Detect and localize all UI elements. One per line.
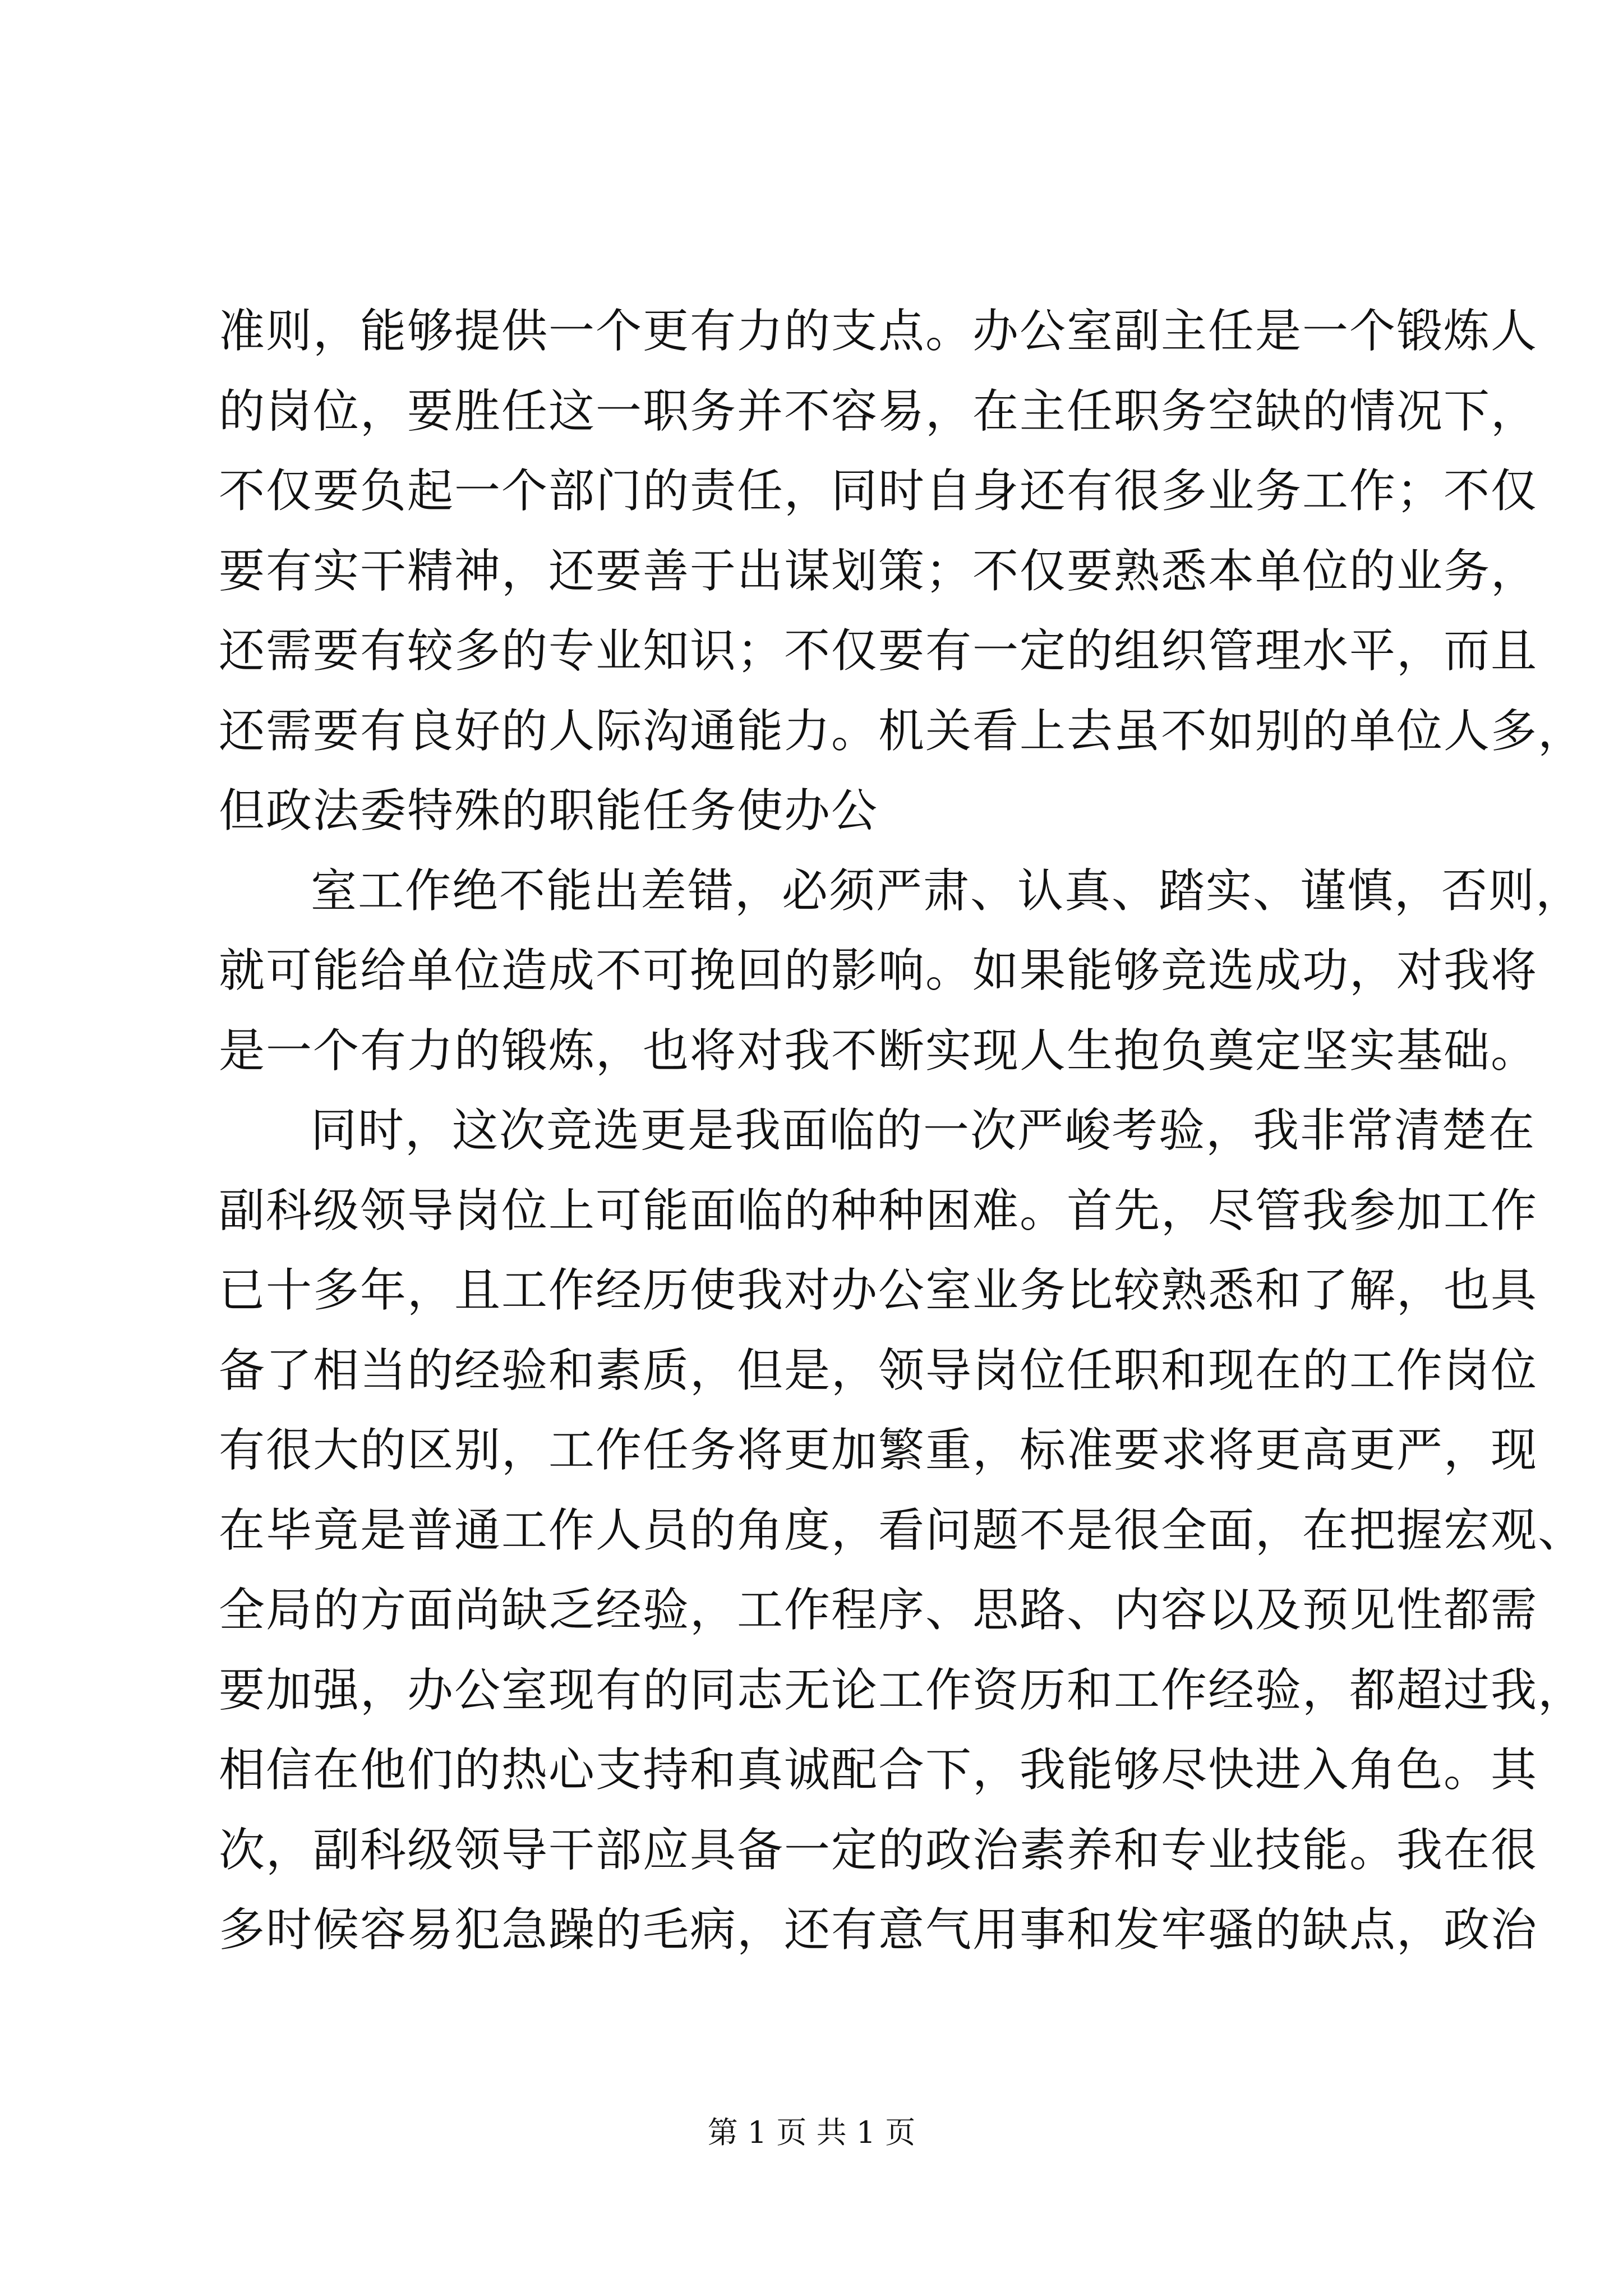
text-line: 多时候容易犯急躁的毛病，还有意气用事和发牢骚的缺点，政治 — [219, 1903, 1538, 1957]
text-line: 要有实干精神，还要善于出谋划策；不仅要熟悉本单位的业务， — [219, 544, 1538, 598]
text-line: 是一个有力的锻炼，也将对我不断实现人生抱负奠定坚实基础。 — [219, 1024, 1538, 1078]
text-line: 还需要有较多的专业知识；不仅要有一定的组织管理水平，而且 — [219, 624, 1538, 678]
text-line: 全局的方面尚缺乏经验，工作程序、思路、内容以及预见性都需 — [219, 1584, 1538, 1637]
text-line: 要加强，办公室现有的同志无论工作资历和工作经验，都超过我， — [219, 1663, 1585, 1717]
body-text — [219, 292, 1585, 1971]
text-line: 次，副科级领导干部应具备一定的政治素养和专业技能。我在很 — [219, 1823, 1538, 1877]
text-line: 准则，能够提供一个更有力的支点。办公室副主任是一个锻炼人 — [219, 305, 1538, 358]
text-line: 在毕竟是普通工作人员的角度，看问题不是很全面，在把握宏观、 — [219, 1503, 1585, 1557]
paragraph-start-line: 室工作绝不能出差错，必须严肃、认真、踏实、谨慎，否则， — [311, 864, 1583, 918]
text-line: 但政法委特殊的职能任务使办公 — [219, 784, 879, 838]
text-line: 相信在他们的热心支持和真诚配合下，我能够尽快进入角色。其 — [219, 1743, 1538, 1797]
text-line: 就可能给单位造成不可挽回的影响。如果能够竞选成功，对我将 — [219, 944, 1538, 997]
page-number-footer: 第 1 页 共 1 页 — [707, 2115, 916, 2150]
paragraph-start-line: 同时，这次竞选更是我面临的一次严峻考验，我非常清楚在 — [311, 1104, 1536, 1157]
text-line: 副科级领导岗位上可能面临的种种困难。首先，尽管我参加工作 — [219, 1184, 1538, 1237]
text-line: 有很大的区别，工作任务将更加繁重，标准要求将更高更严，现 — [219, 1424, 1538, 1477]
text-line: 还需要有良好的人际沟通能力。机关看上去虽不如别的单位人多， — [219, 704, 1585, 758]
text-line: 备了相当的经验和素质，但是，领导岗位任职和现在的工作岗位 — [219, 1343, 1538, 1397]
text-line: 已十多年，且工作经历使我对办公室业务比较熟悉和了解，也具 — [219, 1264, 1538, 1317]
text-line: 不仅要负起一个部门的责任，同时自身还有很多业务工作；不仅 — [219, 464, 1538, 518]
text-line: 的岗位，要胜任这一职务并不容易，在主任职务空缺的情况下， — [219, 384, 1538, 438]
